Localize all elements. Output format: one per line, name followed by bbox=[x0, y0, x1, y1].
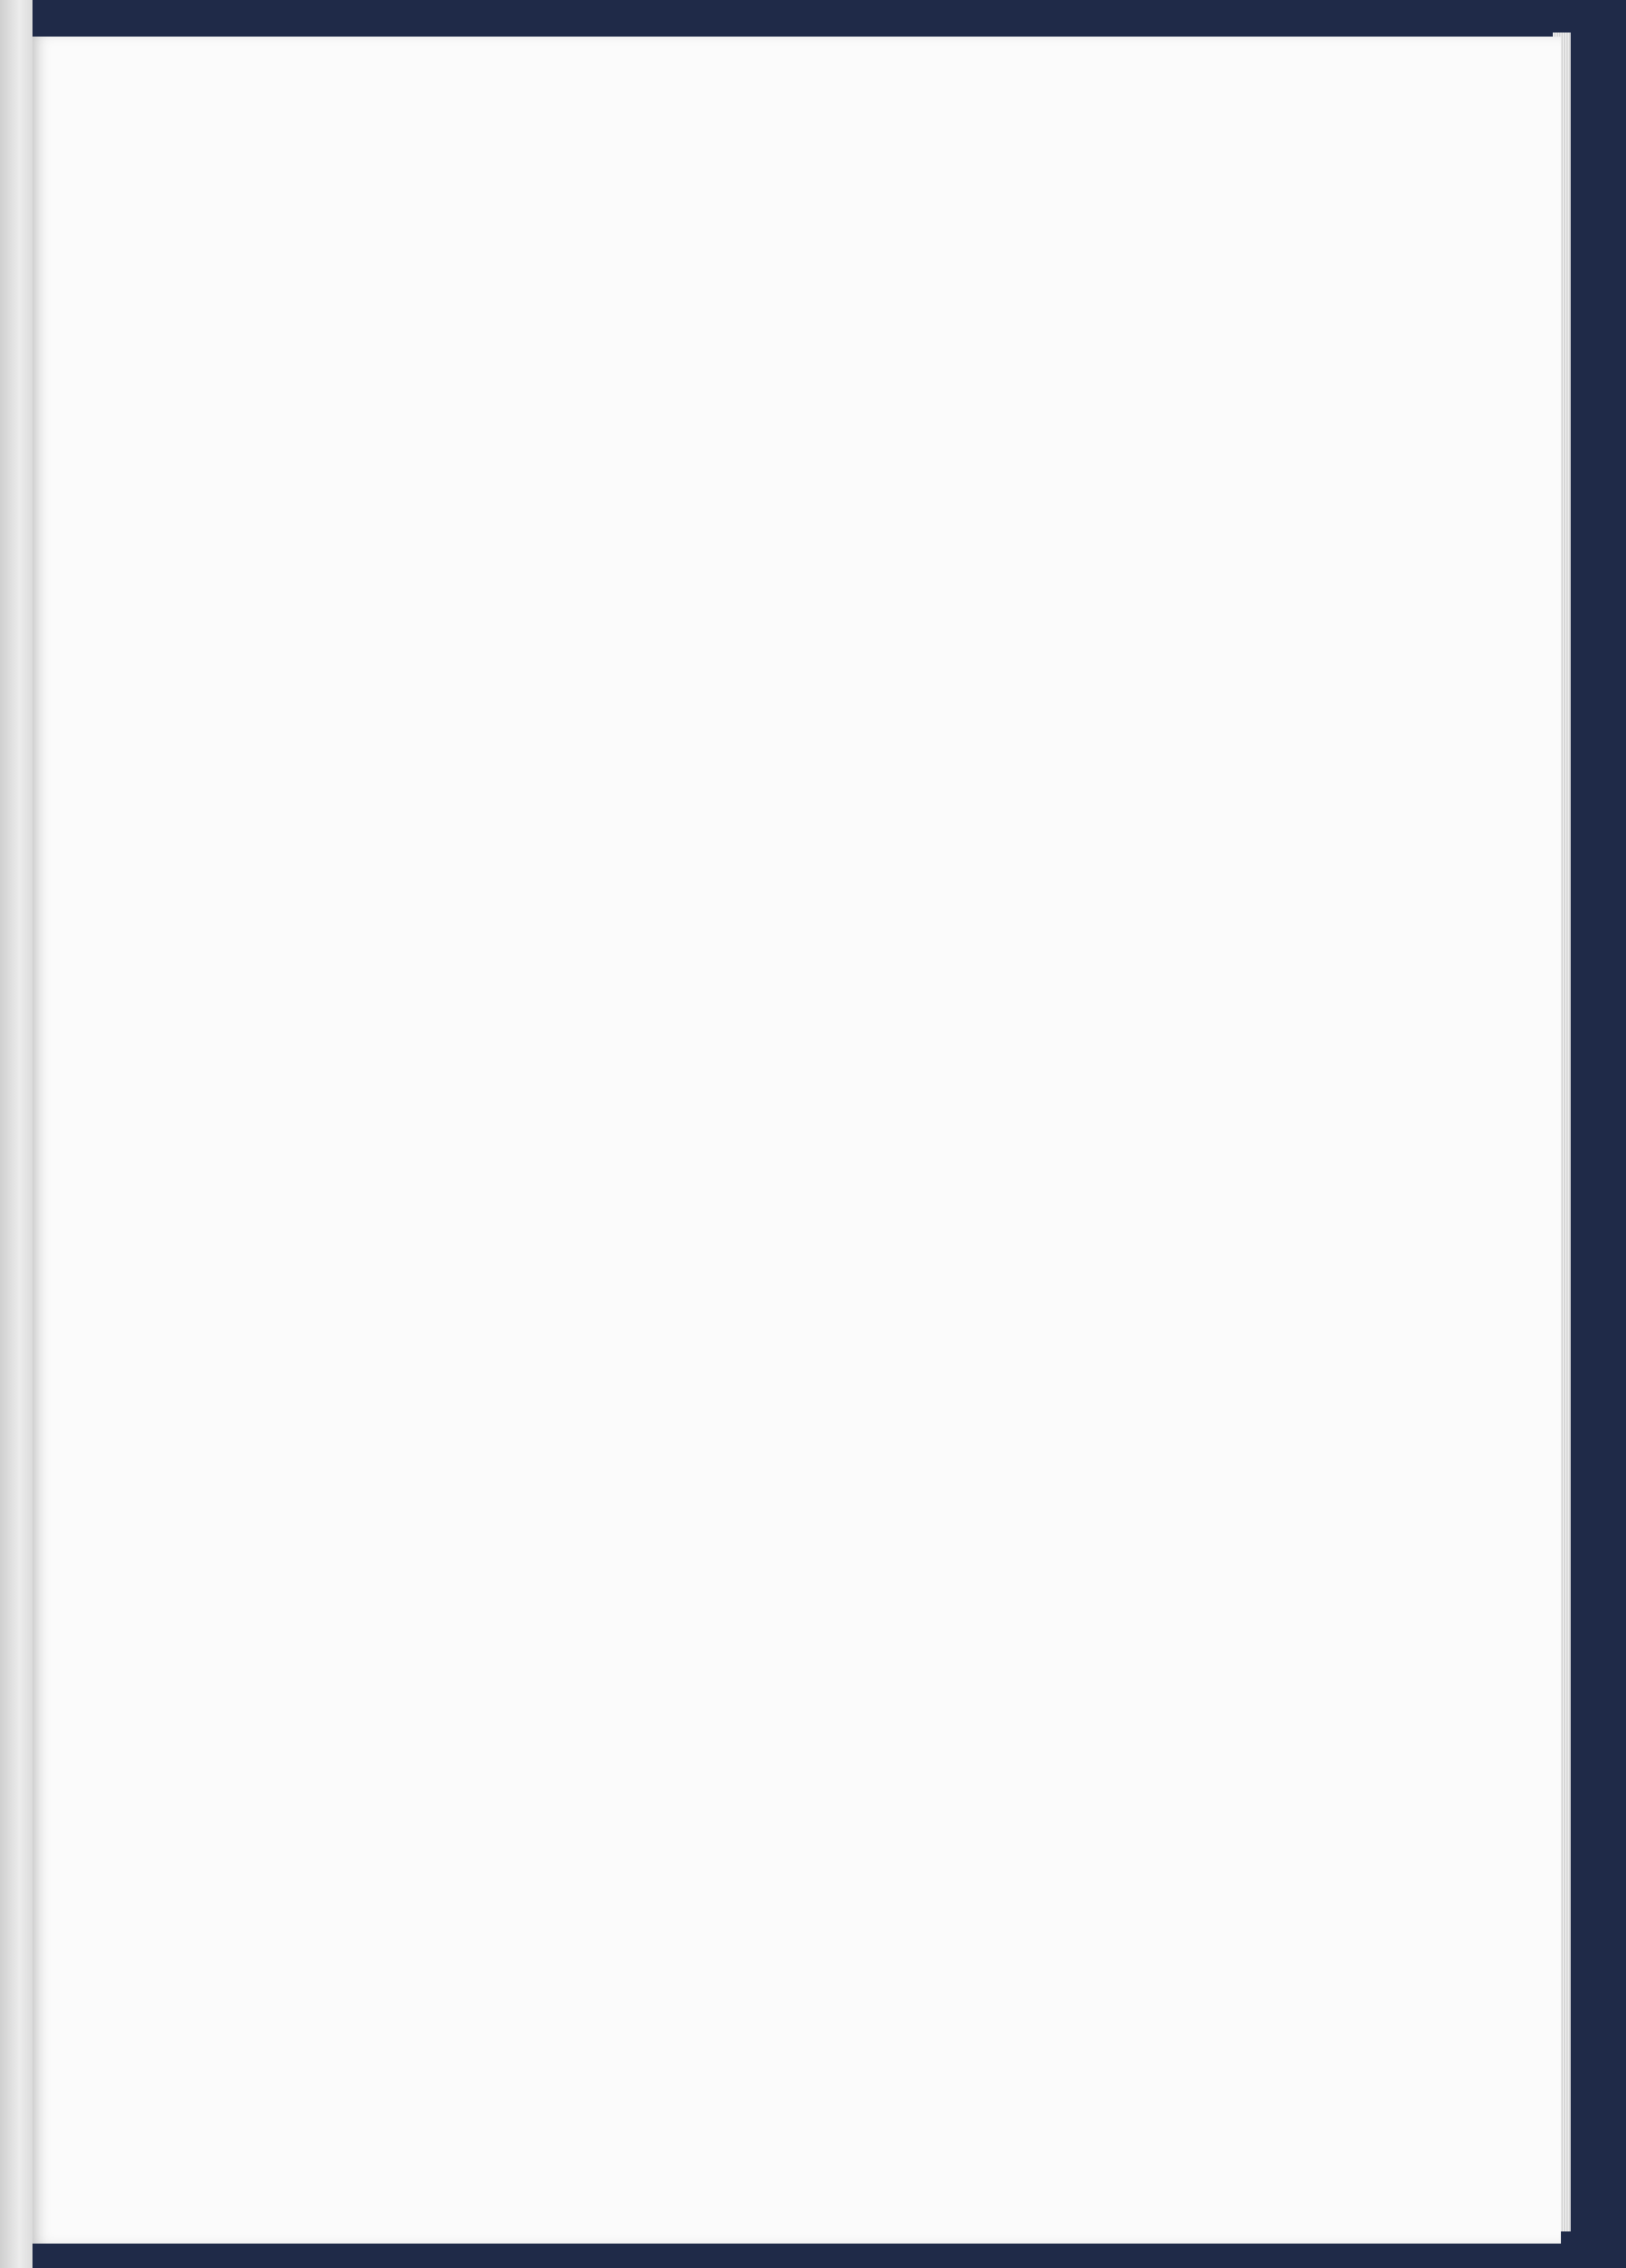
book-spine bbox=[0, 0, 33, 2268]
entry-list bbox=[33, 37, 1561, 2244]
document-page bbox=[33, 37, 1561, 2244]
